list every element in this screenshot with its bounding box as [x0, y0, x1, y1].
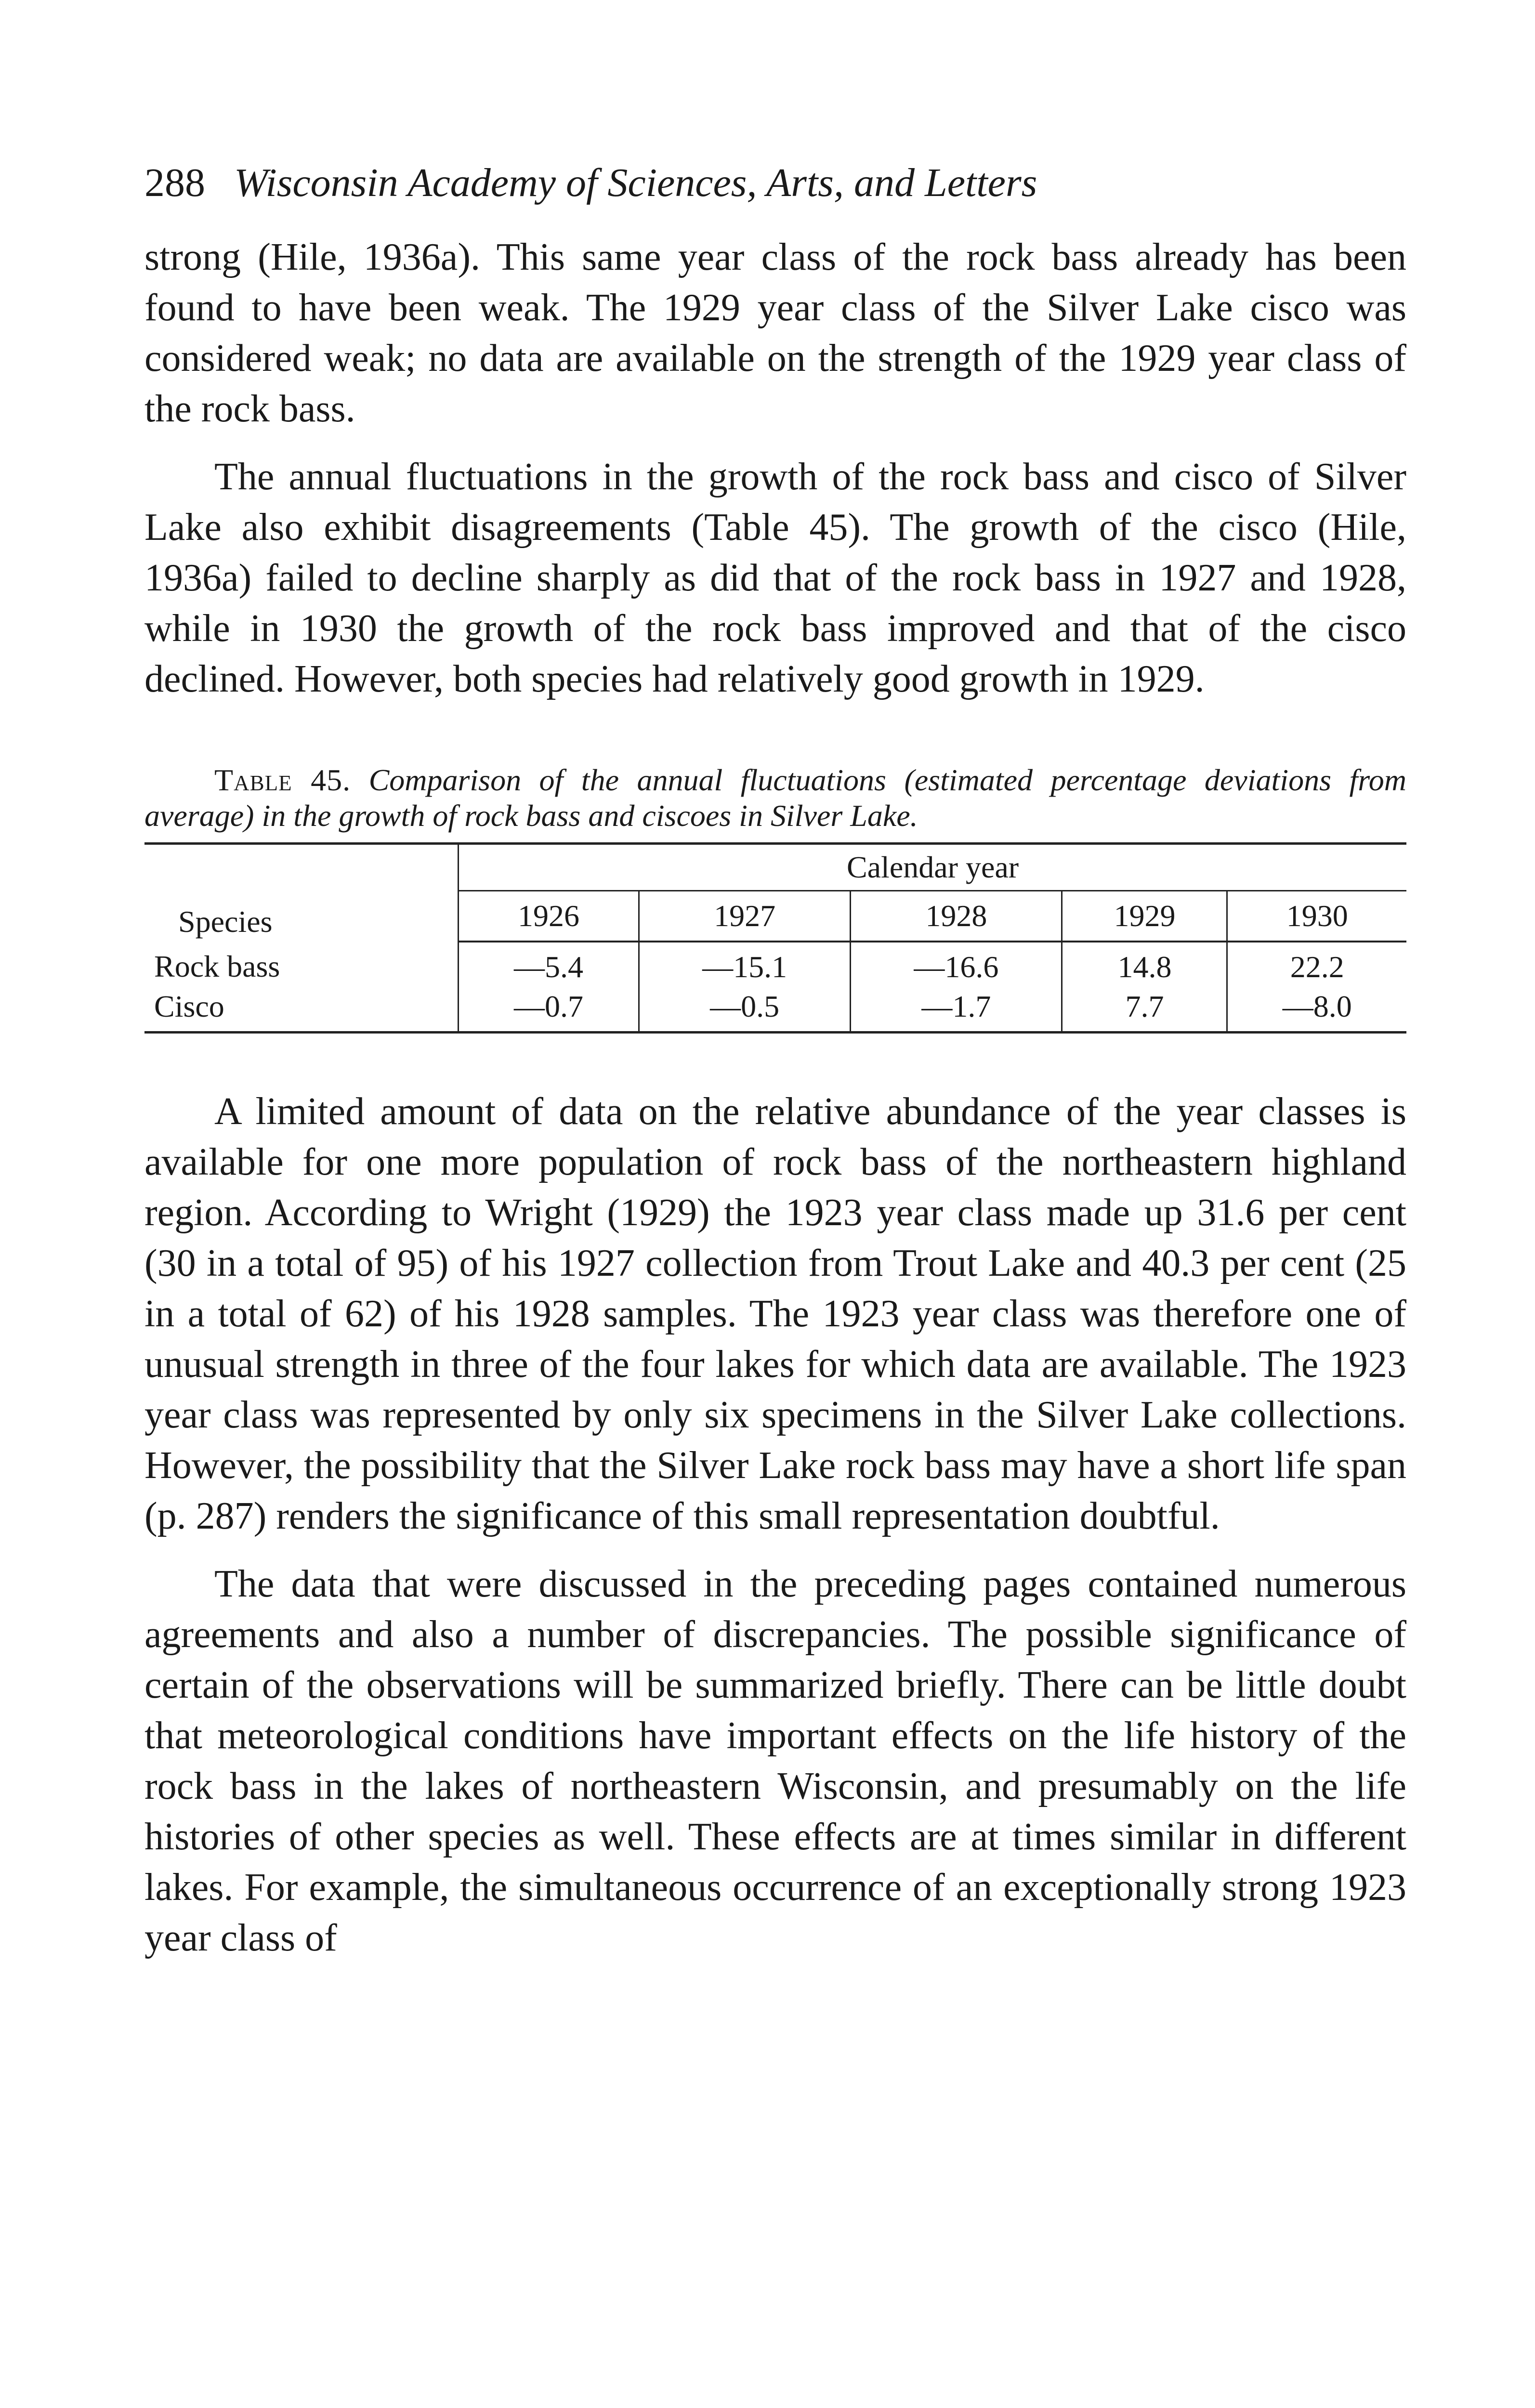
table-cell: —15.1 — [639, 942, 851, 987]
table-cell: —1.7 — [851, 987, 1062, 1033]
table-cell: —0.5 — [639, 987, 851, 1033]
column-header-year: 1927 — [639, 891, 851, 942]
table-caption-text: Comparison of the annual fluctuations (estimated percentage deviations from average) in the growth of rock bass and ciscoes in Silver Lake. — [144, 763, 1407, 833]
table-cell: —16.6 — [851, 942, 1062, 987]
row-label-species: Cisco — [144, 987, 459, 1033]
data-table — [144, 842, 1406, 1034]
running-head — [144, 159, 1406, 207]
table-label: Table 45. — [214, 763, 351, 797]
table-cell: 22.2 — [1290, 950, 1344, 984]
table-caption — [144, 762, 1406, 834]
column-header-species: Species — [144, 844, 459, 942]
page — [144, 159, 1406, 1981]
table-row — [144, 987, 1406, 1033]
table-cell: —0.7 — [459, 987, 639, 1033]
column-header-year: 1926 — [459, 891, 639, 942]
paragraph-year-classes: A limited amount of data on the relative abundance of the year classes is available for one more population of rock bass of the northeastern highland region. According to Wright (1929) the 1923 year class made up 31.6 per cent (30 in a total of 95) of his 1927 collection from Trout Lake and 40.3 per cent (25 in a total of 62) of his 1928 samples. The 1923 year class was therefore one of unusual strength in three of the four lakes for which data are available. The 1923 year class was represented by only six specimens in the Silver Lake collections. However, the possibility that the Silver Lake rock bass may have a short life span (p. 287) renders the significance of this small representation doubtful. — [144, 1090, 1406, 1537]
paragraph-summary: The data that were discussed in the preceding pages contained numerous agreements and also a number of discrepancies. The possible significance of certain of the observations will be summarized briefly. There can be little doubt that meteorological conditions have important effects on the life history of the rock bass in the lakes of northeastern Wisconsin, and presumably on the life histories of other species as well. These effects are at times similar in different lakes. For example, the simultaneous occurrence of an exceptionally strong 1923 year class of — [144, 1563, 1406, 1959]
journal-title: Wisconsin Academy of Sciences, Arts, and Letters — [234, 160, 1037, 205]
paragraph-continued: strong (Hile, 1936a). This same year class of the rock bass already has been found to have been weak. The 1929 year class of the Silver Lake cisco was considered weak; no data are available on the strength of the 1929 year class of the rock bass. — [144, 236, 1406, 430]
table-header-row-group — [144, 844, 1406, 891]
table-cell: 7.7 — [1062, 987, 1227, 1033]
column-header-year: 1929 — [1062, 891, 1227, 942]
page-number: 288 — [144, 160, 205, 205]
column-header-year: 1930 — [1227, 891, 1406, 942]
column-header-calendar-year: Calendar year — [459, 844, 1407, 891]
table-cell: —8.0 — [1227, 987, 1406, 1033]
row-label-species: Rock bass — [144, 942, 459, 987]
column-header-year: 1928 — [851, 891, 1062, 942]
table-cell: —5.4 — [459, 942, 639, 987]
table-row — [144, 942, 1406, 987]
table-cell: 14.8 — [1062, 942, 1227, 987]
paragraph-growth-fluctuations: The annual fluctuations in the growth of the rock bass and cisco of Silver Lake also exhibit disagreements (Table 45). The growth of the cisco (Hile, 1936a) failed to decline sharply as did that of the rock bass in 1927 and 1928, while in 1930 the growth of the rock bass improved and that of the cisco declined. However, both species had relatively good growth in 1929. — [144, 456, 1406, 700]
